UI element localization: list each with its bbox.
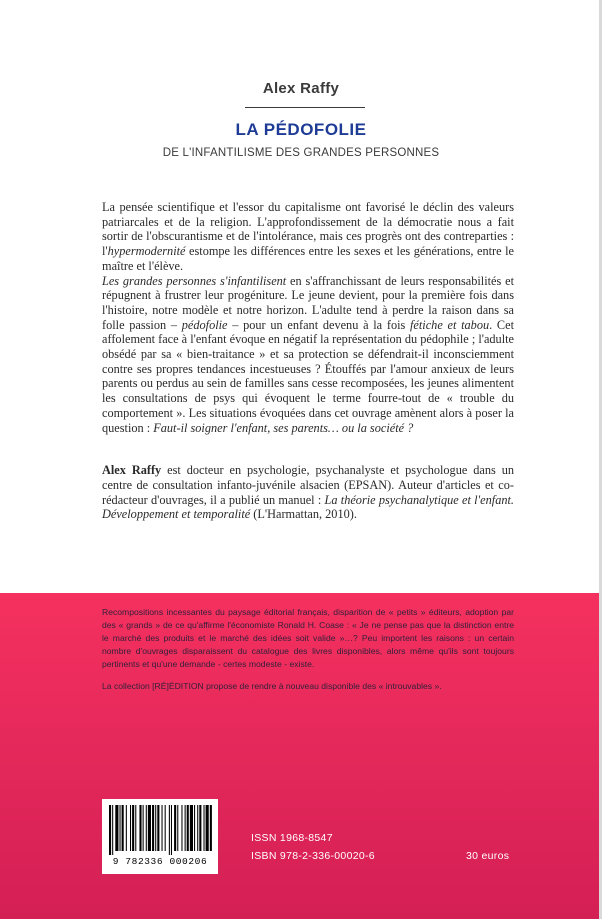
barcode-bar: [177, 805, 178, 851]
barcode-bar: [199, 805, 201, 851]
author-bio: Alex Raffy est docteur en psychologie, psychanalyste et psychologue dans un centre de consultation infanto-juvénile alsacien (EPSAN). Auteur d'articles et co-rédacteur d'ouvrages, il a publié un manuel : La théorie psychanalytique et l'enfant. Développement et temporalité (L'Harmattan, 2010).: [102, 463, 514, 522]
barcode-bar: [181, 805, 182, 851]
barcode-bar: [146, 805, 147, 851]
barcode-bar: [171, 805, 172, 855]
barcode-digits: 9 782336 000206: [112, 856, 208, 867]
barcode-bar: [126, 805, 127, 851]
collection-blurb: [102, 606, 514, 692]
barcode-bar: [135, 805, 136, 851]
barcode-bar: [152, 805, 154, 851]
issn-number: ISSN 1968-8547: [251, 832, 333, 844]
barcode-bar: [115, 805, 118, 851]
description-paragraph-2: Les grandes personnes s'infantilisent en s'affranchissant de leurs responsabilités et répugnent à frustrer leur progéniture. Le jeune devient, pour la première fois dans l'histoire, notre modèle et notre horizon. L'adulte tend à perdre la raison dans sa folle passion – pédofolie – pour un enfant devenu à la fois fétiche et tabou. Cet affolement face à l'enfant évoque en négatif la représentation du pédophile ; l'adulte obsédé par sa « bien-traitance » et sa protection se défendrait-il inconsciemment contre ses propres tendances incestueuses ? Étouffés par l'amour anxieux de leurs parents ou perdus au sein de familles sans cesse recomposées, les jeunes alimentent les consultations de psys qui évoquent le terme fourre-tout de « trouble du comportement ». Les situations évoquées dans cet ouvrage amènent alors à poser la question : Faut-il soigner l'enfant, ses parents… ou la société ?: [102, 273, 514, 435]
barcode-bar: [190, 805, 193, 851]
barcode-bar: [143, 805, 144, 851]
barcode-bar: [210, 805, 212, 851]
isbn-number: ISBN 978-2-336-00020-6: [251, 850, 375, 862]
barcode-bar: [112, 805, 113, 855]
barcode-bar: [185, 805, 186, 851]
barcode-bar: [187, 805, 189, 851]
collection-paragraph-2: La collection [RÉ]ÉDITION propose de rendre à nouveau disponible des « introuvables ».: [102, 680, 442, 691]
collection-paragraph-1: Recompositions incessantes du paysage éditorial français, disparition de « petits » éditeurs, adoption par des « grands » de ce qu'affirme l'économiste Ronald H. Coase : « Je ne pense pas que la distinction entre le marché des produits et le marché des idées soit valide »…? Peu importent les raisons : un certain nombre d'ouvrages disparaissent du catalogue des livres disponibles, alors même qu'ils sont toujours pertinents et qu'une demande - certes modeste - existe.: [102, 607, 514, 669]
barcode-bar: [197, 805, 198, 851]
barcode-bar: [206, 805, 209, 851]
author-name: Alex Raffy: [262, 80, 340, 97]
barcode-bar: [130, 805, 131, 851]
barcode-bar: [132, 805, 134, 851]
price: 30 euros: [466, 850, 510, 862]
barcode-bar: [165, 805, 166, 851]
barcode-bars: [107, 805, 213, 855]
title-divider: [245, 107, 365, 108]
book-description: [102, 200, 514, 522]
barcode-bar: [122, 805, 124, 851]
barcode-bar: [155, 805, 156, 851]
barcode-bar: [148, 805, 151, 851]
barcode-bar: [169, 805, 170, 855]
barcode-bar: [162, 805, 163, 851]
barcode-bar: [109, 805, 111, 855]
book-title: LA PÉDOFOLIE: [235, 120, 367, 139]
barcode-bar: [204, 805, 205, 851]
barcode: [102, 799, 218, 874]
barcode-bar: [139, 805, 141, 851]
description-paragraph-1: La pensée scientifique et l'essor du capitalisme ont favorisé le déclin des valeurs patriarcales et de la religion. L'approfondissement de la démocratie nous a fait sortir de l'obscurantisme et de l'intolérance, mais ces progrès ont des contreparties : l'hypermodernité estompe les différences entre les sexes et les générations, entre le maître et l'élève.: [102, 200, 514, 273]
barcode-bar: [157, 805, 159, 851]
barcode-bar: [174, 805, 176, 851]
book-subtitle: DE L'INFANTILISME DES GRANDES PERSONNES: [162, 147, 440, 159]
barcode-bar: [194, 805, 195, 851]
barcode-bar: [120, 805, 121, 851]
